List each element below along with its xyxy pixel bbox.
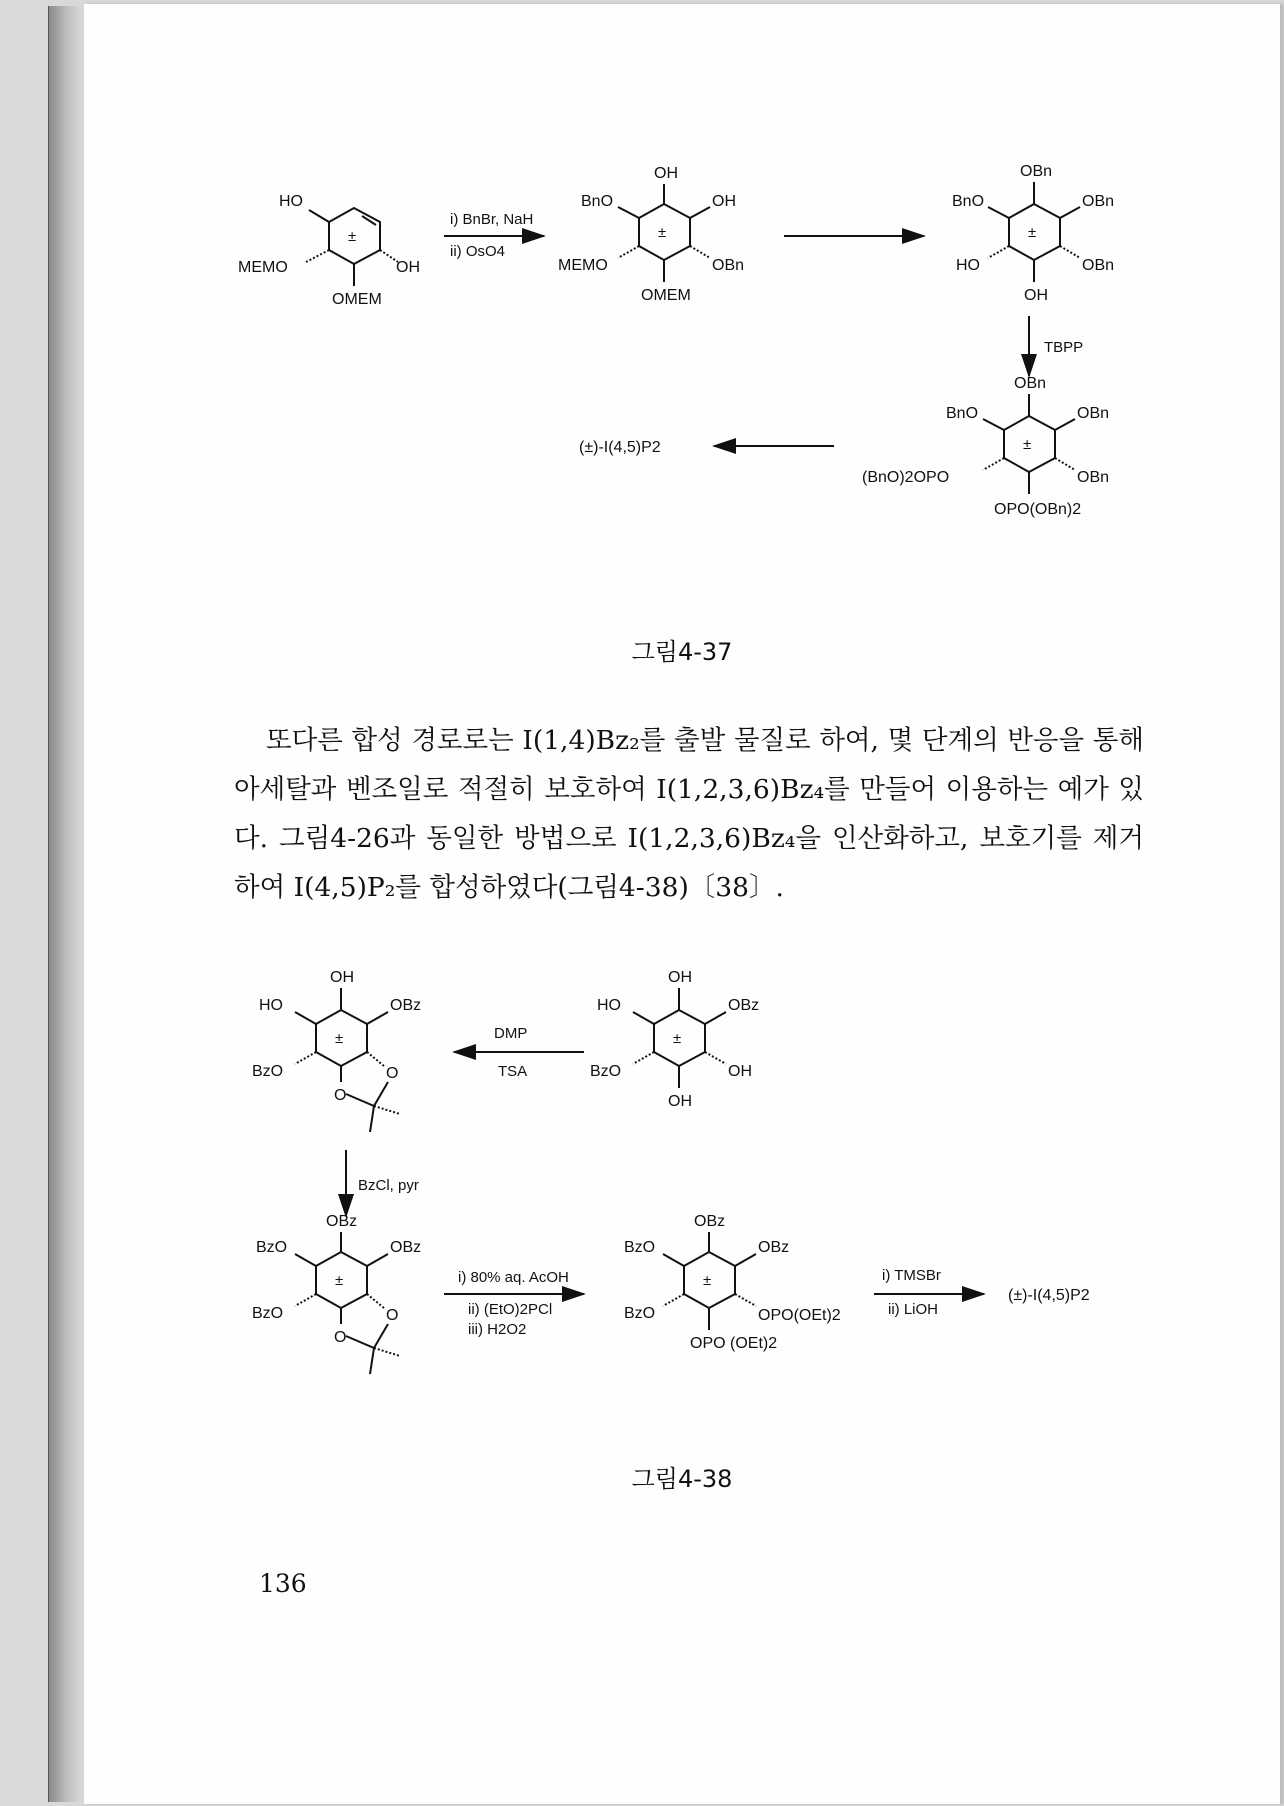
- mol2-438-racemic-sign: ±: [335, 1030, 344, 1047]
- mol4-438-racemic-sign: ±: [703, 1272, 712, 1289]
- mol2-438-label-top-left: HO: [259, 997, 283, 1014]
- mol1-438-label-bottom: OH: [668, 1093, 692, 1110]
- mol4-438-label-top-left: BzO: [624, 1239, 656, 1256]
- mol2-label-bottom-right: OBn: [712, 257, 745, 274]
- mol1-label-right: OH: [396, 259, 420, 276]
- mol1-438-label-top-right: OBz: [728, 997, 760, 1014]
- mol1-438-racemic-sign: ±: [673, 1030, 682, 1047]
- figure-4-38-scheme: [84, 954, 1280, 1464]
- mol2-438-label-top-right: OBz: [390, 997, 422, 1014]
- mol3-label-bottom: OH: [1024, 287, 1048, 304]
- mol2-racemic-sign: ±: [658, 224, 667, 241]
- mol3-438-label-top-left: BzO: [256, 1239, 288, 1256]
- mol2-label-top: OH: [654, 165, 678, 182]
- mol4-438-label-top-right: OBz: [758, 1239, 790, 1256]
- mol2-438-label-top: OH: [330, 969, 354, 986]
- mol2-label-top-left: BnO: [581, 193, 614, 210]
- arrow-3-reagent: TBPP: [1044, 339, 1084, 356]
- mol1-label-top: HO: [279, 193, 303, 210]
- arrow-4-438-reagent-1: i) TMSBr: [882, 1267, 941, 1284]
- mol3-438-label-top-right: OBz: [390, 1239, 422, 1256]
- mol2-438-ring-oxygen-1: O: [386, 1065, 399, 1082]
- mol1-label-bottom: OMEM: [332, 291, 382, 308]
- mol3-438-racemic-sign: ±: [335, 1272, 344, 1289]
- mol3-438-label-bottom-left: BzO: [252, 1305, 284, 1322]
- mol4-label-bottom: OPO(OBn)2: [994, 501, 1082, 518]
- arrow-3-438-reagent-1: i) 80% aq. AcOH: [458, 1269, 569, 1286]
- arrow-1-reagent-2: ii) OsO4: [450, 243, 506, 260]
- mol4-racemic-sign: ±: [1023, 436, 1032, 453]
- arrow-1-438-reagent-1: DMP: [494, 1025, 528, 1042]
- mol1-label-left: MEMO: [238, 259, 288, 276]
- mol3-racemic-sign: ±: [1028, 224, 1037, 241]
- mol3-438-ring-oxygen-2: O: [334, 1329, 347, 1346]
- mol1-438-label-bottom-right: OH: [728, 1063, 752, 1080]
- book-spine-edge: [48, 6, 87, 1802]
- mol3-label-bottom-left: HO: [956, 257, 980, 274]
- mol1-double-bond: [362, 216, 376, 225]
- mol3-label-bottom-right: OBn: [1082, 257, 1115, 274]
- body-paragraph-container: [234, 716, 1144, 912]
- mol4-label-bottom-left: (BnO)2OPO: [862, 469, 950, 486]
- mol1-438-label-top-left: HO: [597, 997, 621, 1014]
- mol4-label-bottom-right: OBn: [1077, 469, 1110, 486]
- mol4-label-top-right: OBn: [1077, 405, 1110, 422]
- mol3-label-top-left: BnO: [952, 193, 985, 210]
- arrow-3-438-reagent-3: iii) H2O2: [468, 1321, 527, 1338]
- mol2-label-bottom: OMEM: [641, 287, 691, 304]
- mol1-racemic-sign: ±: [348, 228, 357, 245]
- mol1-438-label-top: OH: [668, 969, 692, 986]
- arrow-4-438-reagent-2: ii) LiOH: [888, 1301, 939, 1318]
- arrow-1-reagent-1: i) BnBr, NaH: [450, 211, 534, 228]
- figure-4-37-product: (±)-I(4,5)P2: [579, 439, 661, 456]
- mol4-438-label-bottom: OPO (OEt)2: [690, 1335, 778, 1352]
- mol2-438-ring-oxygen-2: O: [334, 1087, 347, 1104]
- body-paragraph: 또다른 합성 경로로는 I(1,4)Bz₂를 출발 물질로 하여, 몇 단계의 반응을 통해 아세탈과 벤조일로 적절히 보호하여 I(1,2,3,6)Bz₄를 만들어 이용하는 예가 있다. 그림4-26과 동일한 방법으로 I(1,2,3,6)Bz₄을 인산화하고, 보호기를 제거하여 I(4,5)P₂를 합성하였다(그림4-38)〔38〕.: [234, 725, 1144, 903]
- mol1-438-label-bottom-left: BzO: [590, 1063, 622, 1080]
- figure-4-38-caption: 그림4-38: [631, 1465, 733, 1493]
- mol2-438-label-bottom-left: BzO: [252, 1063, 284, 1080]
- mol3-label-top-right: OBn: [1082, 193, 1115, 210]
- mol4-label-top: OBn: [1014, 375, 1047, 392]
- mol3-438-ring-oxygen-1: O: [386, 1307, 399, 1324]
- mol2-label-bottom-left: MEMO: [558, 257, 608, 274]
- figure-4-37-scheme: [84, 154, 1280, 624]
- mol2-label-top-right: OH: [712, 193, 736, 210]
- figure-4-37-caption: 그림4-37: [631, 638, 733, 666]
- page-number: 136: [259, 1569, 307, 1598]
- mol3-label-top: OBn: [1020, 163, 1053, 180]
- mol3-438-label-top: OBz: [326, 1213, 358, 1230]
- arrow-1-438-reagent-2: TSA: [498, 1063, 528, 1080]
- mol4-label-top-left: BnO: [946, 405, 979, 422]
- arrow-2-438-reagent: BzCl, pyr: [358, 1177, 419, 1194]
- figure-4-38-product: (±)-I(4,5)P2: [1008, 1287, 1090, 1304]
- arrow-3-438-reagent-2: ii) (EtO)2PCl: [468, 1301, 553, 1318]
- book-page: [84, 4, 1282, 1804]
- mol4-438-label-top: OBz: [694, 1213, 726, 1230]
- mol4-438-label-bottom-left: BzO: [624, 1305, 656, 1322]
- mol4-438-label-bottom-right: OPO(OEt)2: [758, 1307, 841, 1324]
